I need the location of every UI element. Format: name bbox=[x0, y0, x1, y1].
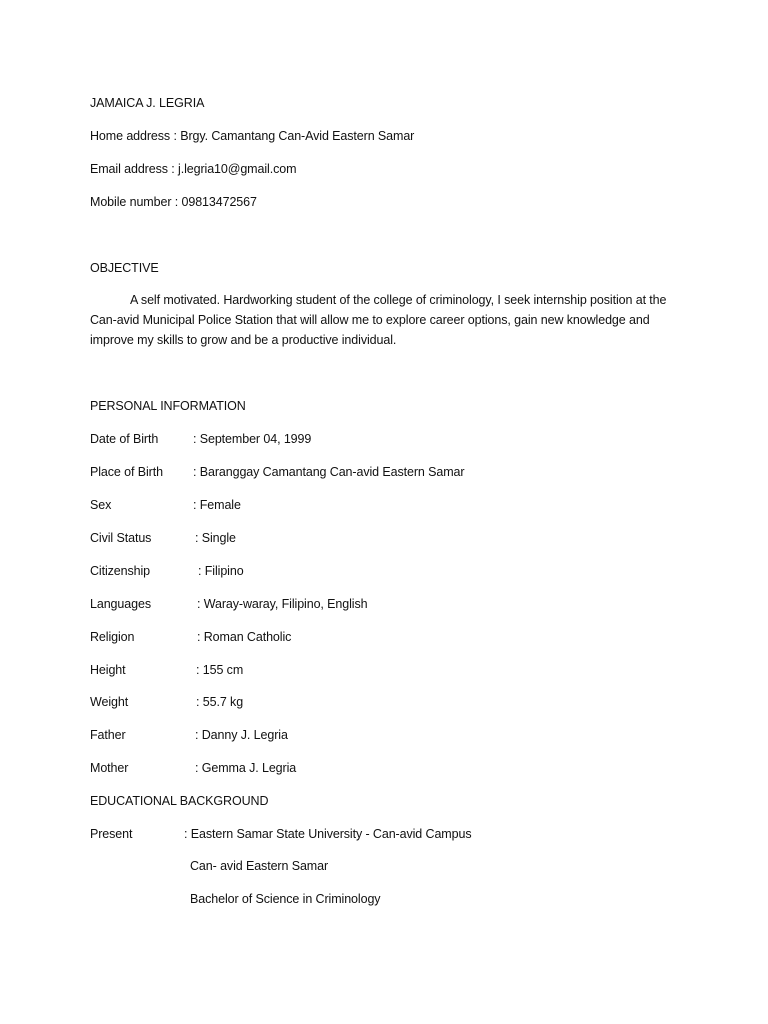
info-row-citizenship bbox=[90, 563, 244, 579]
objective-heading: OBJECTIVE bbox=[90, 261, 159, 275]
info-value: : 155 cm bbox=[196, 663, 244, 677]
info-label: Weight bbox=[90, 695, 129, 709]
info-row-weight bbox=[90, 694, 244, 710]
info-row-date-of-birth bbox=[90, 431, 312, 447]
applicant-name: JAMAICA J. LEGRIA bbox=[90, 96, 205, 110]
mobile-number: Mobile number : 09813472567 bbox=[90, 195, 257, 209]
info-row-languages bbox=[90, 596, 368, 612]
education-location: Can- avid Eastern Samar bbox=[190, 859, 329, 873]
info-label: Place of Birth bbox=[90, 465, 163, 479]
info-label: Citizenship bbox=[90, 564, 151, 578]
info-value: : Roman Catholic bbox=[197, 630, 292, 644]
email-address: Email address : j.legria10@gmail.com bbox=[90, 162, 297, 176]
info-value: : Gemma J. Legria bbox=[195, 761, 297, 775]
info-value: : Waray-waray, Filipino, English bbox=[197, 597, 368, 611]
info-row-mother bbox=[90, 760, 297, 776]
education-row-present bbox=[90, 826, 472, 842]
info-value: : 55.7 kg bbox=[196, 695, 244, 709]
education-course: Bachelor of Science in Criminology bbox=[190, 892, 381, 906]
home-address: Home address : Brgy. Camantang Can-Avid Eastern Samar bbox=[90, 129, 415, 143]
info-value: : Filipino bbox=[198, 564, 244, 578]
info-label: Religion bbox=[90, 630, 135, 644]
education-school: : Eastern Samar State University - Can-avid Campus bbox=[184, 827, 472, 841]
info-value: : September 04, 1999 bbox=[193, 432, 312, 446]
info-label: Height bbox=[90, 663, 126, 677]
objective-paragraph: A self motivated. Hardworking student of the college of criminology, I seek internship position at the Can-avid Municipal Police Station that will allow me to explore career options, gain new knowledge and improve my skills to grow and be a productive individual. bbox=[90, 293, 667, 347]
info-label: Date of Birth bbox=[90, 432, 159, 446]
info-value: : Female bbox=[193, 498, 241, 512]
info-label: Languages bbox=[90, 597, 151, 611]
info-row-father bbox=[90, 727, 288, 743]
info-value: : Baranggay Camantang Can-avid Eastern Samar bbox=[193, 465, 465, 479]
info-row-religion bbox=[90, 629, 292, 645]
info-label: Sex bbox=[90, 498, 112, 512]
info-value: : Danny J. Legria bbox=[195, 728, 288, 742]
educational-background-heading: EDUCATIONAL BACKGROUND bbox=[90, 794, 269, 808]
info-label: Civil Status bbox=[90, 531, 152, 545]
info-row-civil-status bbox=[90, 530, 236, 546]
objective-text bbox=[90, 290, 680, 350]
personal-information-heading: PERSONAL INFORMATION bbox=[90, 399, 246, 413]
info-label: Father bbox=[90, 728, 126, 742]
info-row-place-of-birth bbox=[90, 464, 465, 480]
info-row-height bbox=[90, 662, 244, 678]
info-row-sex bbox=[90, 497, 241, 513]
education-label: Present bbox=[90, 827, 133, 841]
info-label: Mother bbox=[90, 761, 129, 775]
info-value: : Single bbox=[195, 531, 236, 545]
